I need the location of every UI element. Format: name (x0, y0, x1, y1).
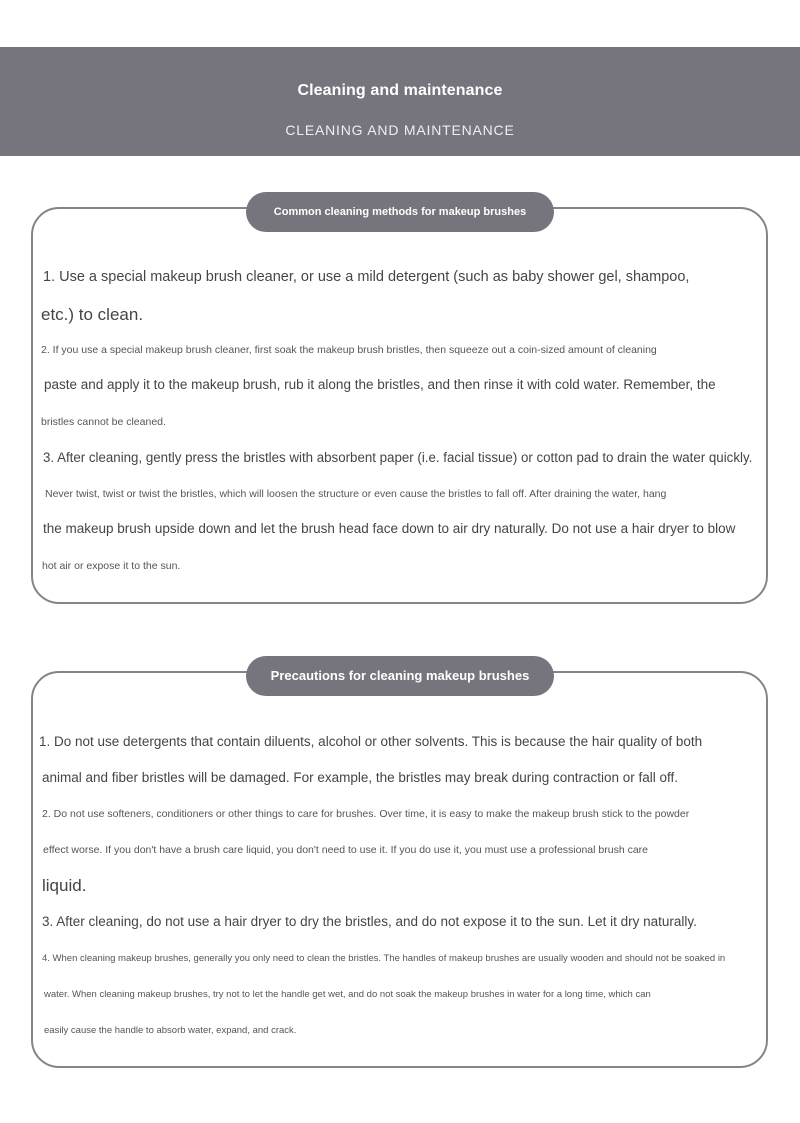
cleaning-methods-line-3: 2. If you use a special makeup brush cleaner, first soak the makeup brush bristles, then squeeze out a coin-sized amount of cleaning (41, 344, 657, 356)
cleaning-methods-line-1: 1. Use a special makeup brush cleaner, or use a mild detergent (such as baby shower gel, shampoo, (43, 269, 690, 285)
page-subtitle: CLEANING AND MAINTENANCE (285, 122, 515, 138)
precautions-line-4: effect worse. If you don't have a brush care liquid, you don't need to use it. If you do use it, you must use a professional brush care (43, 844, 649, 856)
cleaning-methods-line-4: paste and apply it to the makeup brush, rub it along the bristles, and then rinse it with cold water. Remember, the (44, 377, 716, 392)
page-title: Cleaning and maintenance (297, 82, 503, 99)
precautions-line-2: animal and fiber bristles will be damaged. For example, the bristles may break during contraction or fall off. (42, 770, 679, 785)
precautions-line-6: 3. After cleaning, do not use a hair dryer to dry the bristles, and do not expose it to the sun. Let it dry naturally. (42, 914, 697, 929)
precautions-line-5: liquid. (42, 876, 87, 895)
precautions-line-8: water. When cleaning makeup brushes, try not to let the handle get wet, and do not soak the makeup brushes in water for a long time, which can (44, 989, 651, 1000)
cleaning-methods-heading: Common cleaning methods for makeup brushes (246, 192, 554, 232)
precautions-heading: Precautions for cleaning makeup brushes (246, 656, 554, 696)
cleaning-methods-line-6: 3. After cleaning, gently press the bristles with absorbent paper (i.e. facial tissue) or cotton pad to drain the water quickly. (43, 450, 753, 465)
cleaning-methods-line-9: hot air or expose it to the sun. (42, 560, 181, 572)
cleaning-methods-line-5: bristles cannot be cleaned. (41, 416, 166, 428)
cleaning-methods-line-2: etc.) to clean. (41, 305, 144, 324)
precautions-line-3: 2. Do not use softeners, conditioners or other things to care for brushes. Over time, it is easy to make the makeup brush stick to the powder (42, 808, 690, 820)
cleaning-methods-card (31, 207, 768, 604)
precautions-card (31, 671, 768, 1068)
precautions-line-1: 1. Do not use detergents that contain diluents, alcohol or other solvents. This is because the hair quality of both (39, 734, 703, 749)
cleaning-methods-line-8: the makeup brush upside down and let the brush head face down to air dry naturally. Do not use a hair dryer to blow (43, 521, 736, 536)
precautions-line-9: easily cause the handle to absorb water, expand, and crack. (44, 1025, 297, 1036)
precautions-line-7: 4. When cleaning makeup brushes, generally you only need to clean the bristles. The handles of makeup brushes are usually wooden and should not be soaked in (42, 953, 726, 964)
cleaning-methods-line-7: Never twist, twist or twist the bristles, which will loosen the structure or even cause the bristles to fall off. After draining the water, hang (45, 488, 667, 500)
page-header (0, 47, 800, 156)
